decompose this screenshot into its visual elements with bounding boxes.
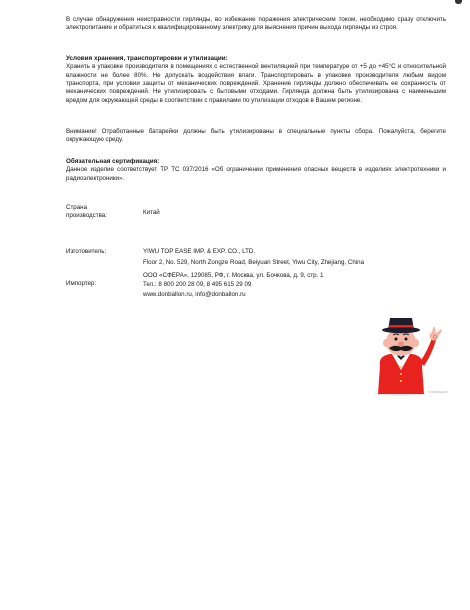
certification-body: Данное изделие соответствует ТР ТС 037/2016 «Об ограничении применения опасных веществ в изделиях электротехники и радиоэлектроники». xyxy=(66,166,446,182)
importer-contacts: www.donballon.ru, info@donballon.ru xyxy=(143,290,246,298)
country-value: Китай xyxy=(143,209,160,216)
manufacturer-address: Floor 2, No. 529, North Zongze Road, Beiyuan Street, Yiwu City, Zhejiang, China xyxy=(143,259,365,267)
battery-paragraph xyxy=(66,128,446,145)
storage-body: Хранить в упаковке производителя в помещениях с естественной вентиляцией при температуре от +5 до +45°C и относительной влажности не более 80%. Не допускать воздействия влаги. Транспортировать в упаковке производителя любым видом транспорта, при условии защиты от механических повреждений. Хранение гирлянды должно обеспечивать ее сохранность от механических повреждений. Не утилизировать с бытовыми отходами. Гирлянда должна быть утилизирована с наименьшим вредом для окружающей среды в соответствии с правилами по утилизации отходов в Вашем регионе. xyxy=(66,63,446,104)
mascot-credit: © DON BALLON xyxy=(428,391,448,394)
storage-section xyxy=(66,55,446,105)
certification-section xyxy=(66,158,446,183)
importer-address: ООО «СФЕРА», 129085, РФ, г. Москва, ул. Бочкова, д. 9, стр. 1 xyxy=(143,272,324,279)
manufacturer-label: Изготовитель: xyxy=(66,248,107,255)
page-corner-mark-icon xyxy=(455,0,462,4)
importer-label: Импортер: xyxy=(66,280,97,287)
certification-heading: Обязательная сертификация: xyxy=(66,158,160,165)
mascot-gentleman-icon xyxy=(362,318,448,396)
manufacturer-name: YIWU TOP EASE IMP. & EXP. CO., LTD. xyxy=(143,248,256,255)
storage-heading: Условия хранения, транспортировки и утилизации: xyxy=(66,55,228,62)
country-label: Страна производства: xyxy=(66,204,107,220)
battery-text: Внимание! Отработанные батарейки должны быть утилизированы в специальные пункты сбора. Пожалуйста, берегите окружающую среду. xyxy=(66,128,446,144)
warning-text: В случае обнаружения неисправности гирлянды, во избежание поражения электрическим током, необходимо сразу отключить электропитание и обратиться к квалифицированному электрику для выяснения причин выхода гирлянды из строя. xyxy=(66,16,446,32)
importer-details xyxy=(143,272,453,299)
manufacturer-details xyxy=(143,248,453,268)
warning-paragraph xyxy=(66,16,446,33)
importer-phones: Тел.: 8 800 200 28 09, 8 495 615 29 09 xyxy=(143,281,252,289)
